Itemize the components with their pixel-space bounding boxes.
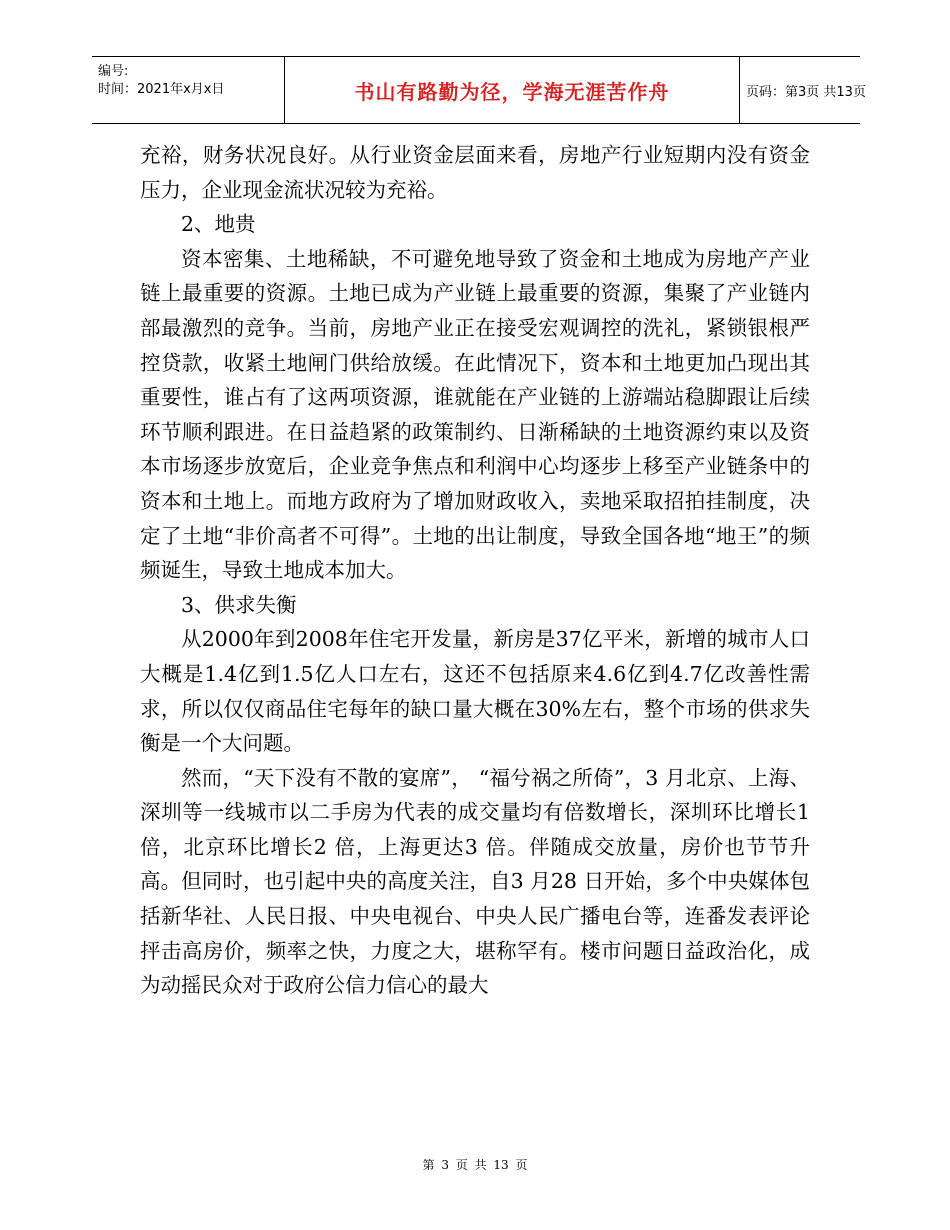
header-meta <box>92 57 284 123</box>
paragraph-supply-demand: 从2000年到2008年住宅开发量，新房是37亿平米，新增的城市人口大概是1.4亿到1.5亿人口左右，这还不包括原来4.6亿到4.7亿改善性需求，所以仅仅商品住宅每年的缺口量大概在30%左右，整个市场的供求失衡是一个大问题。 <box>140 627 810 756</box>
section-heading-supply-demand: 3、供求失衡 <box>181 592 297 617</box>
paragraph-continuation: 充裕，财务状况良好。从行业资金层面来看，房地产行业短期内没有资金压力，企业现金流状况较为充裕。 <box>140 143 810 202</box>
document-number-label: 编号: <box>98 64 129 79</box>
header-page-info: 页码：第3页 共13页 <box>746 84 866 100</box>
header-motto: 书山有路勤为径，学海无涯苦作舟 <box>284 57 740 123</box>
page-header <box>92 56 866 124</box>
paragraph-land-cost: 资本密集、土地稀缺，不可避免地导致了资金和土地成为房地产产业链上最重要的资源。土地已成为产业链上最重要的资源，集聚了产业链内部最激烈的竞争。当前，房地产业正在接受宏观调控的洗礼，紧锁银根严控贷款，收紧土地闸门供给放缓。在此情况下，资本和土地更加凸现出其重要性，谁占有了这两项资源，谁就能在产业链的上游端站稳脚跟让后续环节顺利跟进。在日益趋紧的政策制约、日渐稀缺的土地资源约束以及资本市场逐步放宽后，企业竞争焦点和利润中心均逐步上移至产业链条中的资本和土地上。而地方政府为了增加财政收入，卖地采取招拍挂制度，决定了土地“非价高者不可得”。土地的出让制度，导致全国各地“地王”的频频诞生，导致土地成本加大。 <box>140 246 810 583</box>
document-body <box>140 138 810 1003</box>
section-heading-land-cost: 2、地贵 <box>181 212 256 237</box>
page-footer: 第 3 页 共 13 页 <box>422 1158 528 1172</box>
paragraph-market-reaction: 然而，“天下没有不散的宴席”， “福兮祸之所倚”，3 月北京、上海、深圳等一线城市以二手房为代表的成交量均有倍数增长，深圳环比增长1倍，北京环比增长2 倍，上海更达3 倍。伴随成交放量，房价也节节升高。但同时，也引起中央的高度关注，自3 月28 日开始，多个中央媒体包括新华社、人民日报、中央电视台、中央人民广播电台等，连番发表评论抨击高房价，频率之快，力度之大，堪称罕有。楼市问题日益政治化，成为动摇民众对于政府公信力信心的最大 <box>140 765 810 998</box>
document-time-label: 时间：2021年x月x日 <box>98 82 225 97</box>
